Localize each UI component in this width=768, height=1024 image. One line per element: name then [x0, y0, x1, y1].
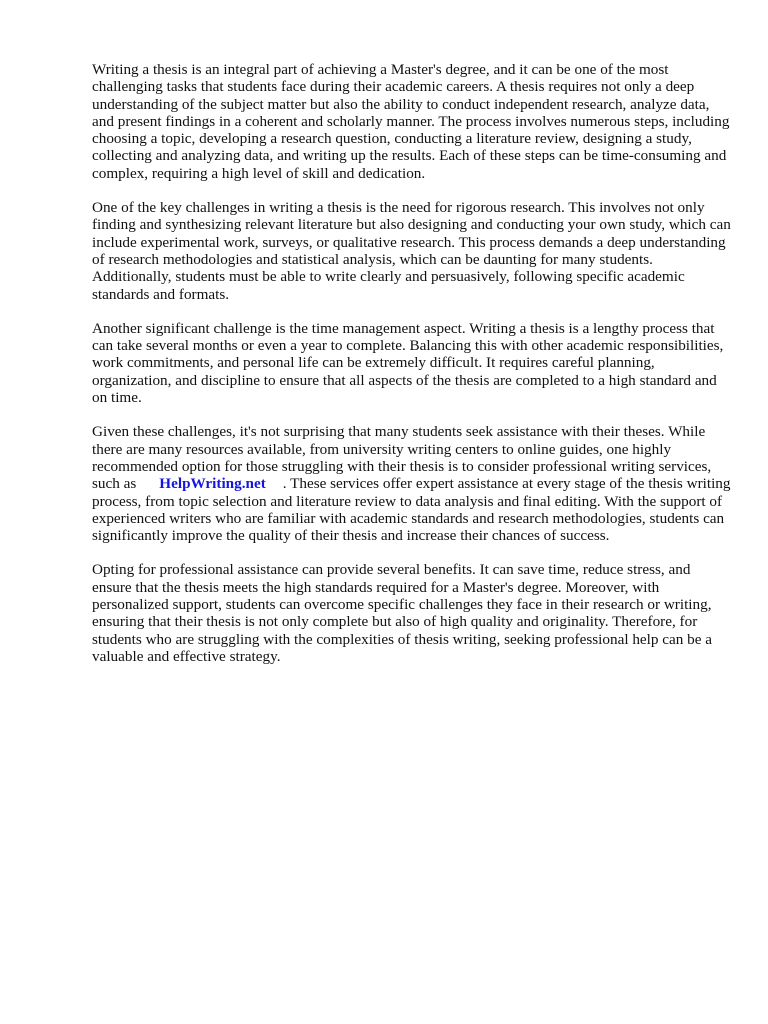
paragraph-text-after-link: . These services offer expert assistance at every stage of the thesis writing process, from topic selection and literature review to data analysis and final editing. With the support of experienced writers who are familiar with academic standards and research methodologies, students can significantly improve the quality of their thesis and increase their chances of success.: [92, 475, 731, 545]
paragraph-research-challenge: One of the key challenges in writing a thesis is the need for rigorous research. This involves not only finding and synthesizing relevant literature but also designing and conducting your own study, which can include experimental work, surveys, or qualitative research. This process demands a deep understanding of research methodologies and statistical analysis, which can be daunting for many students. Additionally, students must be able to write clearly and persuasively, following specific academic standards and formats.: [92, 199, 731, 303]
paragraph-benefits: Opting for professional assistance can provide several benefits. It can save time, reduce stress, and ensure that the thesis meets the high standards required for a Master's degree. Moreover, with personalized support, students can overcome specific challenges they face in their research or writing, ensuring that their thesis is not only complete but also of high quality and originality. Therefore, for students who are struggling with the complexities of thesis writing, seeking professional help can be a valuable and effective strategy.: [92, 561, 713, 665]
helpwriting-link[interactable]: HelpWriting.net: [159, 475, 266, 493]
paragraph-seeking-assistance: [92, 423, 732, 544]
paragraph-text-before-link: Given these challenges, it's not surprising that many students seek assistance with their theses. While there are many resources available, from university writing centers to online guides, one highly recommended option for those struggling with their thesis is to consider professional writing services, such as: [92, 423, 712, 493]
paragraph-time-management: Another significant challenge is the time management aspect. Writing a thesis is a lengthy process that can take several months or even a year to complete. Balancing this with other academic responsibilities, work commitments, and personal life can be extremely difficult. It requires careful planning, organization, and discipline to ensure that all aspects of the thesis are completed to a high standard and on time.: [92, 319, 724, 407]
document-page: [92, 61, 732, 682]
paragraph-intro: Writing a thesis is an integral part of achieving a Master's degree, and it can be one of the most challenging tasks that students face during their academic careers. A thesis requires not only a deep understanding of the subject matter but also the ability to conduct independent research, analyze data, and present findings in a coherent and scholarly manner. The process involves numerous steps, including choosing a topic, developing a research question, conducting a literature review, designing a study, collecting and analyzing data, and writing up the results. Each of these steps can be time-consuming and complex, requiring a high level of skill and dedication.: [92, 61, 730, 182]
